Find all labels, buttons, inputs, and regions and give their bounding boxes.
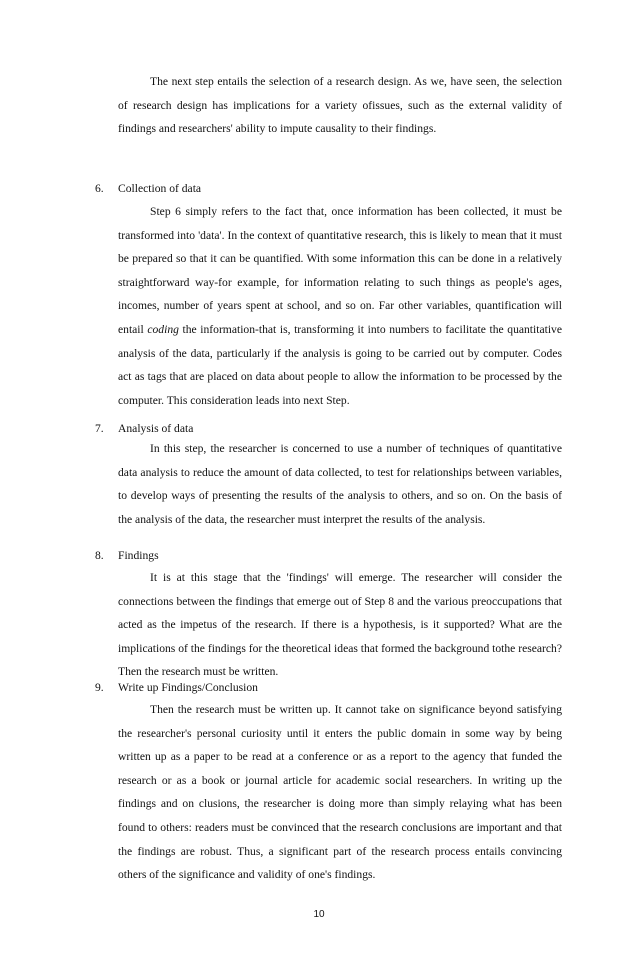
page-number: 10	[313, 909, 325, 920]
item-6-text-b: the information-that is, transforming it into numbers to facilitate the quantitative analysis of the data, particularly if the analysis is going to be carried out by computer. Codes act as tags that are placed on data about people to allow the information to be processed by the computer. This consideration leads into next Step.	[118, 322, 563, 407]
item-title: Write up Findings/Conclusion	[118, 681, 258, 694]
item-8-heading	[95, 545, 159, 567]
item-7-body	[118, 437, 562, 531]
item-paragraph: It is at this stage that the 'findings' will emerge. The researcher will consider the connections between the findings that emerge out of Step 8 and the various preoccupations that acted as the impetus of the research. If there is a hypothesis, is it supported? What are the implications of the findings for the theoretical ideas that formed the background tothe research? Then the research must be written.	[118, 571, 562, 679]
item-number: 6.	[95, 182, 104, 195]
item-title: Collection of data	[118, 182, 202, 195]
item-number: 8.	[95, 549, 104, 562]
item-paragraph: In this step, the researcher is concerned to use a number of techniques of quantitative data analysis to reduce the amount of data collected, to test for relationships between variables, to develop ways of presenting the results of the analysis to others, and so on. On the basis of the analysis of the data, the researcher must interpret the results of the analysis.	[118, 442, 562, 526]
item-8-body	[118, 566, 562, 684]
item-9-body	[118, 698, 562, 887]
item-paragraph	[118, 200, 562, 412]
intro-paragraph: The next step entails the selection of a research design. As we, have seen, the selection of research design has implications for a variety ofissues, such as the external validity of findings and researchers' ability to impute causality to their findings.	[118, 75, 562, 136]
emphasis-coding: coding	[147, 322, 179, 336]
item-number: 7.	[95, 422, 104, 435]
item-title: Findings	[118, 549, 159, 562]
item-9-heading	[95, 677, 258, 699]
item-number: 9.	[95, 681, 104, 694]
intro-section	[118, 70, 562, 141]
item-6-heading	[95, 178, 201, 200]
item-paragraph: Then the research must be written up. It cannot take on significance beyond satisfying the researcher's personal curiosity until it enters the public domain in some way by being written up as a paper to be read at a conference or as a report to the agency that funded the research or as a book or journal article for academic social researchers. In writing up the findings and on clusions, the researcher is doing more than simply relaying what has been found to others: readers must be convinced that the research conclusions are important and that the findings are robust. Thus, a significant part of the research process entails convincing others of the significance and validity of one's findings.	[118, 703, 562, 882]
item-6-body	[118, 200, 562, 412]
item-6-text-a: Step 6 simply refers to the fact that, once information has been collected, it must be transformed into 'data'. In the context of quantitative research, this is likely to mean that it must be prepared so that it can be quantified. With some information this can be done in a relatively straightforward way-for example, for information relating to such things as people's ages, incomes, number of years spent at school, and so on. Far other variables, quantification will entail	[118, 205, 562, 336]
item-title: Analysis of data	[118, 422, 194, 435]
